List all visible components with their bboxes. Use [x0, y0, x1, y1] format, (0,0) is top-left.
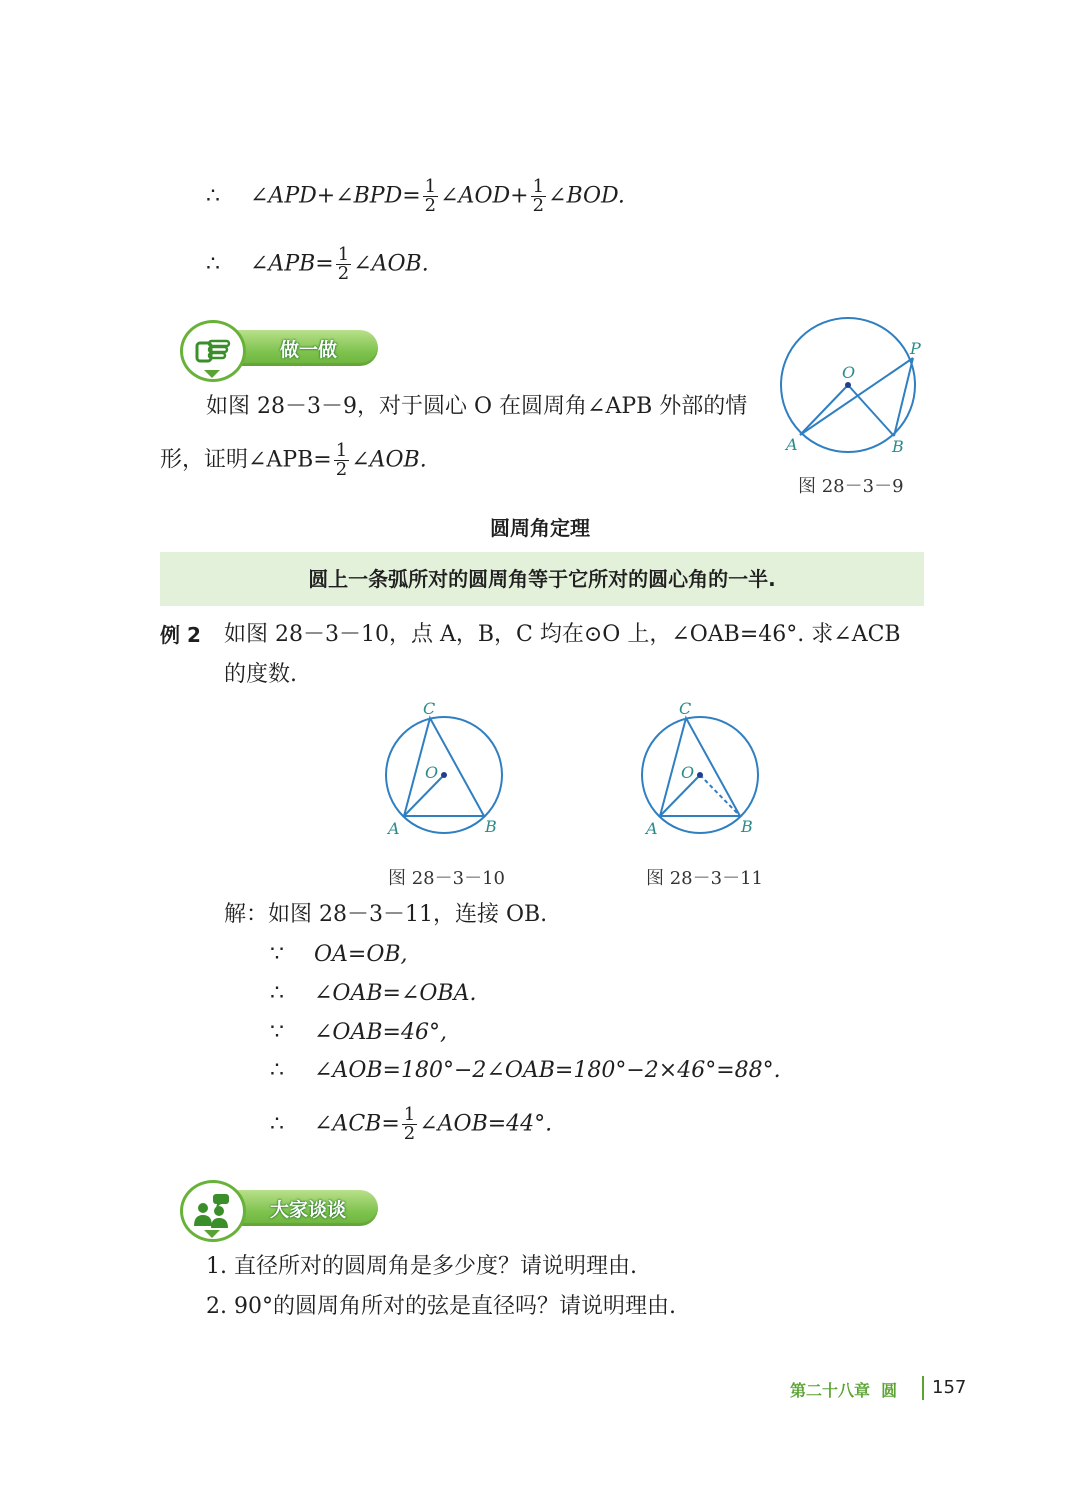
label-a: A — [786, 435, 798, 454]
fraction-denominator: 2 — [337, 263, 350, 284]
fraction-numerator: 1 — [532, 176, 545, 197]
center-point — [697, 772, 703, 778]
example-label: 例 2 — [160, 623, 201, 647]
expr: ∠BOD. — [548, 183, 625, 209]
label-p: P — [910, 339, 921, 358]
expr: ∠AOB=44°. — [419, 1111, 553, 1137]
example-text-1: 如图 28－3－10，点 A，B，C 均在⊙O 上，∠OAB=46°. 求∠ACB — [224, 622, 901, 647]
example-text-2: 的度数. — [224, 662, 297, 687]
fraction — [334, 442, 349, 479]
page-number: 157 — [932, 1377, 967, 1398]
fraction-denominator: 2 — [532, 195, 545, 216]
banner-title: 做一做 — [280, 339, 338, 361]
expr: ∠APB= — [250, 251, 334, 277]
solution-step — [270, 940, 408, 970]
triangle-abc — [660, 718, 740, 816]
figure-28-3-10-caption: 图 28－3－10 — [388, 868, 505, 889]
fraction — [336, 246, 351, 283]
because-symbol: ∵ — [270, 1020, 284, 1045]
center-point — [845, 382, 851, 388]
figure-28-3-11 — [628, 692, 778, 852]
label-a: A — [646, 819, 658, 838]
label-b: B — [741, 817, 753, 836]
segment-ao — [800, 385, 848, 435]
expr: ∠ACB= — [314, 1111, 400, 1137]
label-o: O — [681, 763, 695, 782]
fraction-numerator: 1 — [337, 244, 350, 265]
figure-28-3-11-caption: 图 28－3－11 — [646, 868, 763, 889]
expr: ∠APD+∠BPD= — [250, 183, 421, 209]
activity-banner-discuss — [158, 1186, 388, 1230]
discussion-question-2: 2. 90°的圆周角所对的弦是直径吗？请说明理由. — [206, 1294, 676, 1319]
step-text: ∠OAB=∠OBA. — [314, 981, 477, 1006]
fraction-denominator: 2 — [335, 459, 348, 480]
therefore-symbol: ∴ — [206, 251, 220, 277]
label-c: C — [679, 699, 692, 718]
banner-pointer — [204, 370, 220, 378]
segment-ob — [848, 385, 894, 436]
expr: ∠AOB. — [353, 251, 429, 277]
activity-banner-do — [158, 326, 388, 370]
figure-28-3-9 — [770, 312, 940, 472]
fraction-numerator: 1 — [424, 176, 437, 197]
solution-step — [270, 979, 476, 1009]
figure-28-3-10 — [372, 692, 522, 852]
because-symbol: ∵ — [270, 942, 284, 967]
proof-line-1 — [206, 178, 625, 215]
fraction-numerator: 1 — [403, 1104, 416, 1125]
solution-intro: 解：如图 28－3－11，连接 OB. — [224, 902, 548, 927]
expr: ∠AOD+ — [440, 183, 529, 209]
triangle-abc — [404, 718, 484, 816]
step-text: ∠OAB=46°, — [314, 1020, 447, 1045]
step-text: ∠AOB=180°−2∠OAB=180°−2×46°=88°. — [314, 1058, 781, 1083]
activity1-text-2 — [160, 442, 427, 479]
theorem-box — [160, 552, 924, 606]
label-b: B — [892, 437, 904, 456]
label-b: B — [485, 817, 497, 836]
therefore-symbol: ∴ — [270, 1058, 284, 1083]
solution-step — [270, 1018, 447, 1048]
text: 形，证明∠APB= — [160, 447, 332, 473]
fraction-denominator: 2 — [424, 195, 437, 216]
fraction-denominator: 2 — [403, 1123, 416, 1144]
label-a: A — [388, 819, 400, 838]
therefore-symbol: ∴ — [270, 1111, 284, 1137]
theorem-statement: 圆上一条弧所对的圆周角等于它所对的圆心角的一半. — [308, 567, 776, 591]
therefore-symbol: ∴ — [206, 183, 220, 209]
figure-28-3-9-caption: 图 28－3－9 — [798, 476, 904, 497]
discussion-question-1: 1. 直径所对的圆周角是多少度？请说明理由. — [206, 1254, 637, 1279]
footer-chapter: 第二十八章 圆 — [790, 1381, 898, 1400]
footer-divider — [922, 1376, 924, 1400]
center-point — [441, 772, 447, 778]
solution-step — [270, 1056, 781, 1086]
banner-pointer — [204, 1230, 220, 1238]
fraction-numerator: 1 — [335, 440, 348, 461]
fraction — [402, 1106, 417, 1143]
text: ∠AOB. — [351, 447, 427, 473]
therefore-symbol: ∴ — [270, 981, 284, 1006]
label-o: O — [842, 363, 856, 382]
label-c: C — [423, 699, 436, 718]
step-text: OA=OB, — [314, 942, 408, 967]
label-o: O — [425, 763, 439, 782]
proof-line-2 — [206, 246, 429, 283]
activity1-text-1-content: 如图 28－3－9，对于圆心 O 在圆周角∠APB 外部的情 — [206, 394, 748, 419]
theorem-title: 圆周角定理 — [490, 516, 590, 540]
solution-step-last — [270, 1106, 552, 1143]
fraction — [531, 178, 546, 215]
banner-title: 大家谈谈 — [270, 1199, 347, 1221]
fraction — [423, 178, 438, 215]
activity1-text-1 — [206, 392, 747, 422]
